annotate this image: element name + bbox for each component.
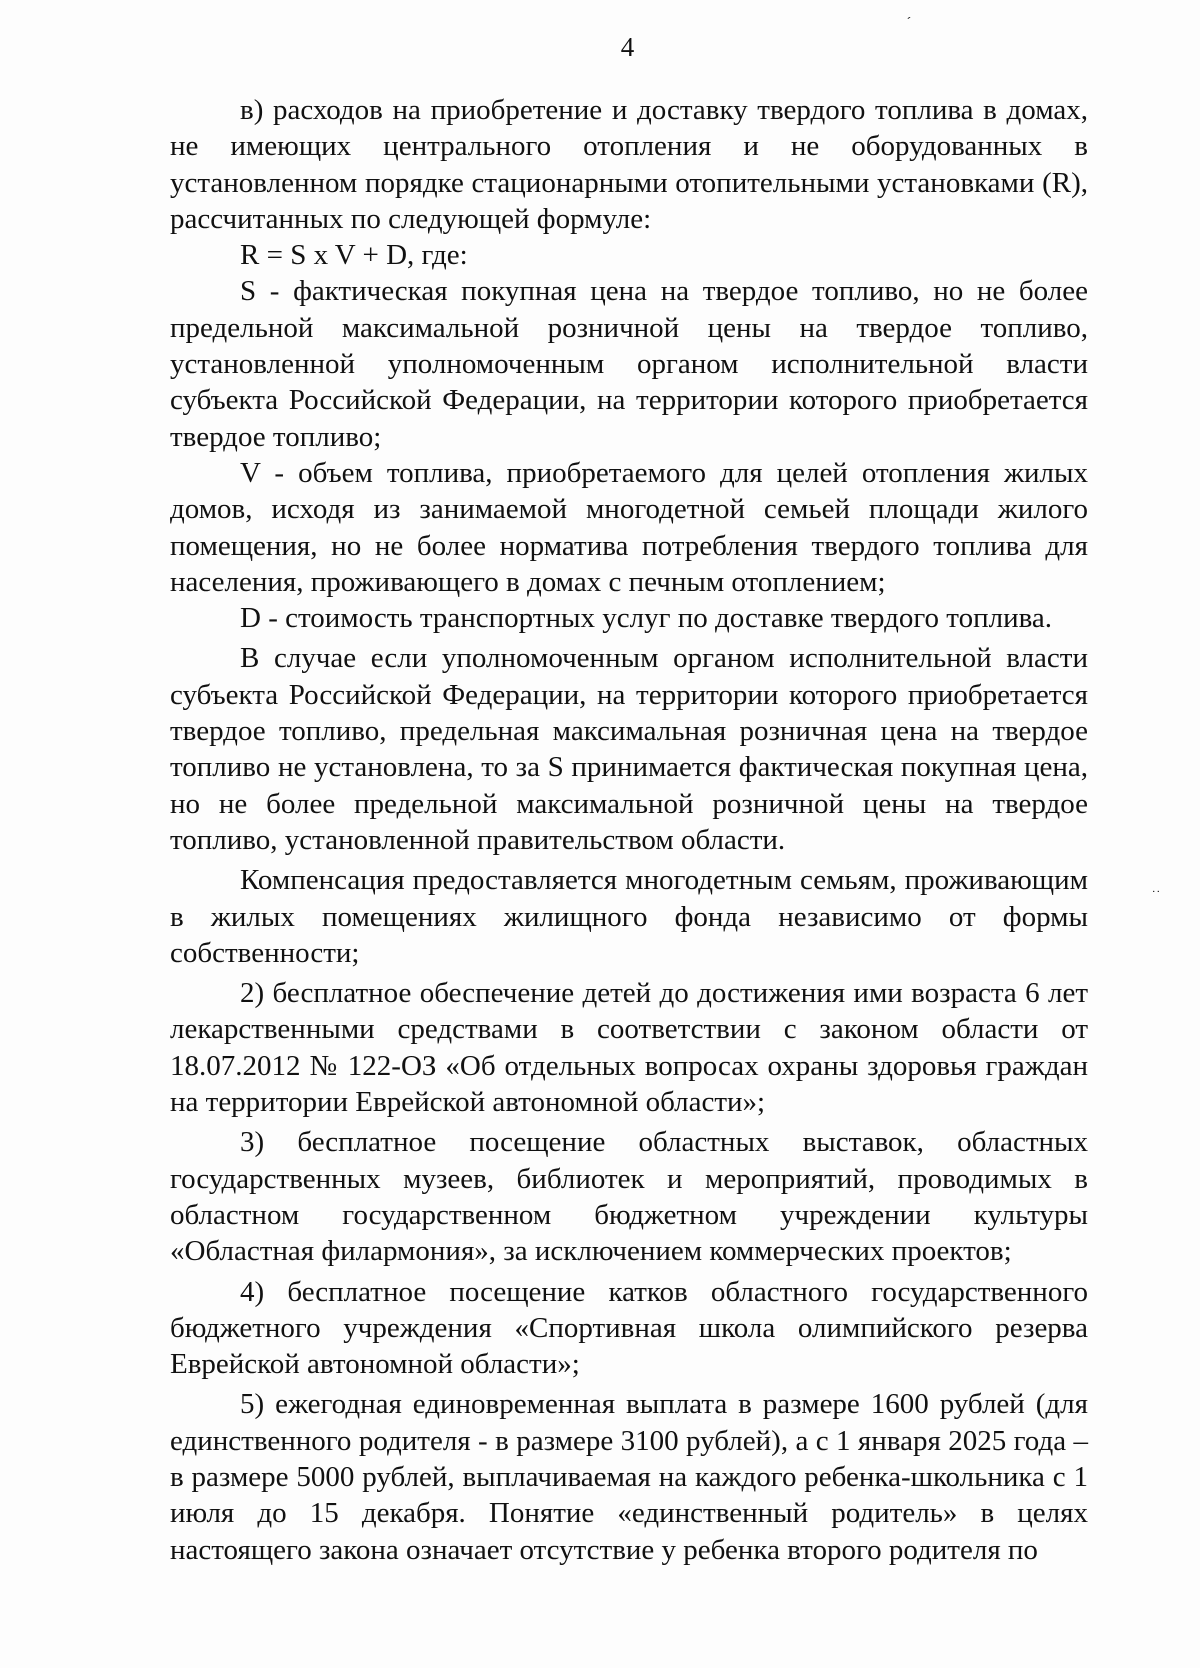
formula-line: R = S x V + D, где: xyxy=(240,239,468,272)
body-text xyxy=(170,92,1088,1568)
paragraph-definition-v: V - объем топлива, приобретаемого для целей отопления жилых домов, исходя из занимаемой многодетной семьей площади жилого помещения, но не более норматива потребления твердого топлива для населения, проживающего в домах с печным отоплением; xyxy=(170,456,1088,598)
paragraph-price-not-set: В случае если уполномоченным органом исполнительной власти субъекта Российской Федерации, на территории которого приобретается твердое топливо, предельная максимальная розничная цена на твердое топливо не установлена, то за S принимается фактическая покупная цена, но не более предельной максимальной розничной цены на твердое топливо, установленной правительством области. xyxy=(170,642,1088,856)
page-number: 4 xyxy=(620,32,635,62)
scan-speck: ´ xyxy=(907,14,912,30)
paragraph-item-2-medicines: 2) бесплатное обеспечение детей до достижения ими возраста 6 лет лекарственными средствами в соответствии с законом области от 18.07.2012 № 122-ОЗ «Об отдельных вопросах охраны здоровья граждан на территории Еврейской автономной области»; xyxy=(170,977,1088,1119)
paragraph-item-4-skating-rinks: 4) бесплатное посещение катков областного государственного бюджетного учреждения «Спортивная школа олимпийского резерва Еврейской автономной области»; xyxy=(170,1275,1088,1381)
paragraph-compensation: Компенсация предоставляется многодетным семьям, проживающим в жилых помещениях жилищного фонда независимо от формы собственности; xyxy=(170,864,1088,969)
paragraph-definition-d: D - стоимость транспортных услуг по доставке твердого топлива. xyxy=(240,602,1053,635)
paragraph-item-5-annual-payment: 5) ежегодная единовременная выплата в размере 1600 рублей (для единственного родителя - в размере 3100 рублей), а с 1 января 2025 года – в размере 5000 рублей, выплачиваемая на каждого ребенка-школьника с 1 июля до 15 декабря. Понятие «единственный родитель» в целях настоящего закона означает отсутствие у ребенка второго родителя по xyxy=(170,1388,1088,1566)
paragraph-solid-fuel-expenses: в) расходов на приобретение и доставку твердого топлива в домах, не имеющих центрального отопления и не оборудованных в установленном порядке стационарными отопительными установками (R), рассчитанных по следующей формуле: xyxy=(170,94,1088,235)
paragraph-item-3-exhibitions: 3) бесплатное посещение областных выставок, областных государственных музеев, библиотек и мероприятий, проводимых в областном государственном бюджетном учреждении культуры «Областная филармония», за исключением коммерческих проектов; xyxy=(170,1126,1088,1268)
scan-speck: ˙˙ xyxy=(1152,888,1162,904)
paragraph-definition-s: S - фактическая покупная цена на твердое топливо, но не более предельной максимальной розничной цены на твердое топливо, установленной уполномоченным органом исполнительной власти субъекта Российской Федерации, на территории которого приобретается твердое топливо; xyxy=(170,275,1088,453)
